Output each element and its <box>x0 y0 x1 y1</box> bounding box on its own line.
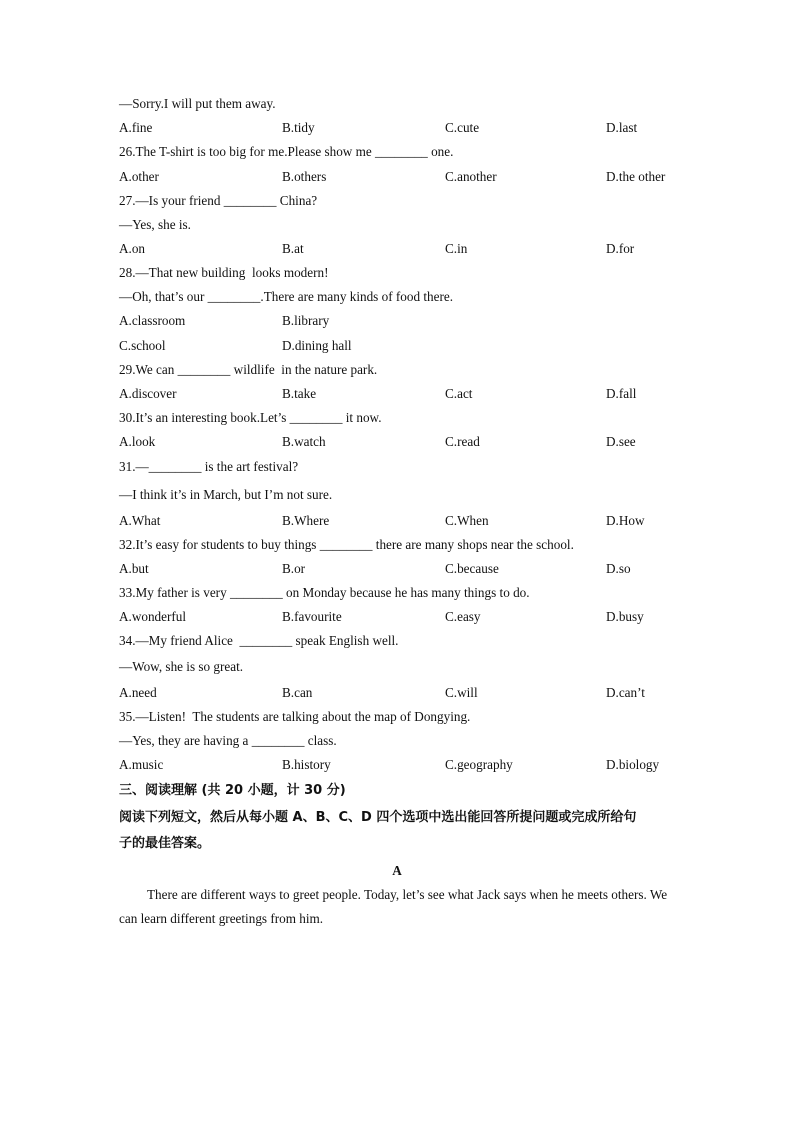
q26-question: 26.The T-shirt is too big for me.Please show me ________ one. <box>119 144 454 159</box>
q34-question: 34.—My friend Alice ________ speak English well. <box>119 633 399 648</box>
q25-reply: —Sorry.I will put them away. <box>119 96 276 111</box>
q34-option-d: D.can’t <box>606 685 645 700</box>
q32-question: 32.It’s easy for students to buy things ________ there are many shops near the school. <box>119 537 574 552</box>
q28-reply: —Oh, that’s our ________.There are many kinds of food there. <box>119 289 454 304</box>
q25-option-a: A.fine <box>119 120 153 135</box>
q29-option-b: B.take <box>282 386 317 401</box>
q29-option-c: C.act <box>445 386 473 401</box>
q35-question: 35.—Listen! The students are talking about the map of Dongying. <box>119 709 471 724</box>
q25-option-c: C.cute <box>445 120 480 135</box>
q30-question: 30.It’s an interesting book.Let’s ________ it now. <box>119 410 382 425</box>
q33-question: 33.My father is very ________ on Monday because he has many things to do. <box>119 585 530 600</box>
q33-option-b: B.favourite <box>282 609 342 624</box>
q34-reply: —Wow, she is so great. <box>119 659 244 674</box>
q29-question: 29.We can ________ wildlife in the nature park. <box>119 362 378 377</box>
q28-option-b: B.library <box>282 313 330 328</box>
q27-option-b: B.at <box>282 241 304 256</box>
q31-option-c: C.When <box>445 513 489 528</box>
q31-reply: —I think it’s in March, but I’m not sure. <box>119 487 333 502</box>
q27-question: 27.—Is your friend ________ China? <box>119 193 318 208</box>
q29-option-d: D.fall <box>606 386 637 401</box>
q30-option-d: D.see <box>606 434 636 449</box>
q32-option-a: A.but <box>119 561 149 576</box>
q35-option-d: D.biology <box>606 757 660 772</box>
q30-option-a: A.look <box>119 434 156 449</box>
q34-option-c: C.will <box>445 685 478 700</box>
q35-option-a: A.music <box>119 757 164 772</box>
q35-option-b: B.history <box>282 757 331 772</box>
passage-label: A <box>392 863 402 878</box>
q33-option-d: D.busy <box>606 609 644 624</box>
q32-option-b: B.or <box>282 561 306 576</box>
q28-option-d: D.dining hall <box>282 338 352 353</box>
q26-option-a: A.other <box>119 169 159 184</box>
passage-paragraph: There are different ways to greet people. Today, let’s see what Jack says when he meets others. We can learn different greetings from him. <box>119 887 668 926</box>
q30-option-c: C.read <box>445 434 480 449</box>
instructions-line-1: 阅读下列短文，然后从每小题 A、B、C、D 四个选项中选出能回答所提问题或完成所给句 <box>119 810 637 825</box>
q30-option-b: B.watch <box>282 434 326 449</box>
q26-option-b: B.others <box>282 169 327 184</box>
q28-option-c: C.school <box>119 338 166 353</box>
q26-option-d: D.the other <box>606 169 666 184</box>
q26-option-c: C.another <box>445 169 497 184</box>
q31-question: 31.—________ is the art festival? <box>119 459 299 474</box>
instructions-line-2: 子的最佳答案。 <box>119 836 211 851</box>
q29-option-a: A.discover <box>119 386 177 401</box>
q33-option-c: C.easy <box>445 609 481 624</box>
q27-option-d: D.for <box>606 241 635 256</box>
q27-option-c: C.in <box>445 241 468 256</box>
section-heading: 三、阅读理解 (共 20 小题，计 30 分) <box>119 783 346 798</box>
q28-option-a: A.classroom <box>119 313 186 328</box>
q31-option-d: D.How <box>606 513 645 528</box>
q32-option-c: C.because <box>445 561 499 576</box>
q35-option-c: C.geography <box>445 757 513 772</box>
q34-option-a: A.need <box>119 685 157 700</box>
q32-option-d: D.so <box>606 561 631 576</box>
q25-option-d: D.last <box>606 120 638 135</box>
q33-option-a: A.wonderful <box>119 609 187 624</box>
q25-option-b: B.tidy <box>282 120 315 135</box>
q27-option-a: A.on <box>119 241 146 256</box>
q34-option-b: B.can <box>282 685 313 700</box>
q27-reply: —Yes, she is. <box>119 217 191 232</box>
q31-option-a: A.What <box>119 513 161 528</box>
q35-reply: —Yes, they are having a ________ class. <box>119 733 337 748</box>
q28-question: 28.—That new building looks modern! <box>119 265 329 280</box>
q31-option-b: B.Where <box>282 513 330 528</box>
